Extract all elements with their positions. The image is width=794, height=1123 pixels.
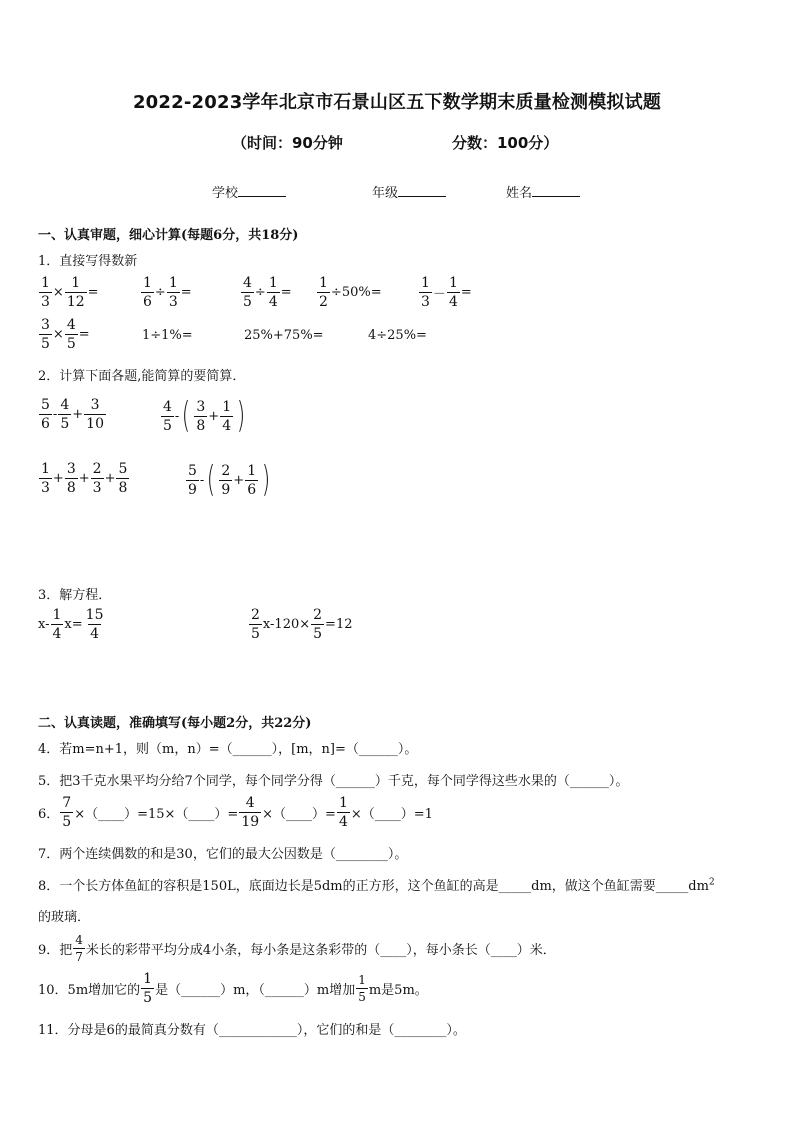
q1-item-3: $\frac{4}{5}$ ÷ $\frac{1}{4}$ =: [243, 275, 292, 310]
grade-label: 年级: [372, 186, 399, 201]
q2-label: 2．计算下面各题,能简算的要简算．: [38, 369, 246, 384]
q8-text: 8．一个长方体鱼缸的容积是150L，底面边长是5dm的正方形，这个鱼缸的高是_____dm，做这个鱼缸需要$\_\_\_\_\_dm^2$: [38, 877, 715, 894]
q1-item-8: 25%+75%=: [244, 328, 324, 343]
fraction: $\frac{3}{5}$: [41, 317, 50, 352]
q6-text: 6． $\frac{7}{5}$ ×（____）=15×（____）= $\frac{4}{19}$ ×（____）= $\frac{1}{4}$ ×（____）=1: [38, 795, 433, 830]
fraction: $\frac{1}{4}$: [338, 795, 348, 830]
fraction: 4 5: [163, 398, 172, 434]
section1-heading: 一、认真审题，细心计算(每题6分，共18分): [38, 228, 299, 243]
fraction: $\frac{4}{5}$: [66, 317, 76, 352]
exam-score: 分数：100分）: [452, 134, 559, 152]
fraction: $\frac{1}{3}$: [41, 275, 50, 310]
q2-expr-4: 5 9 - ( 2 9 + $\frac{1}{6}$ ): [188, 459, 271, 500]
fraction: 1 3: [421, 275, 430, 310]
fraction: 5 9: [188, 462, 197, 498]
fraction: 1 5: [358, 973, 366, 1004]
school-label: 学校: [212, 186, 239, 201]
q3-equation-2: 2 5 x-120× $\frac{2}{5}$ =12: [251, 607, 353, 642]
q10-text: 10．5m增加它的 1 5 是（______）m，（______）m增加 1 5 m是5m。: [38, 971, 428, 1006]
q1-label: 1．直接写得数新: [38, 254, 138, 269]
fraction: $\frac{1}{4}$: [448, 275, 458, 310]
q9-text: 9．把 4 7 米长的彩带平均分成4小条，每小条是这条彩带的（____），每小条长（____）米．: [38, 933, 556, 964]
school-blank[interactable]: [238, 184, 286, 197]
fraction: 4 7: [75, 933, 83, 964]
q8-text-cont: 的玻璃．: [38, 910, 91, 925]
left-paren: (: [182, 395, 191, 436]
q7-text: 7．两个连续偶数的和是30，它们的最大公因数是（________）。: [38, 847, 408, 862]
fraction: 1 5: [143, 971, 153, 1006]
q1-item-4: $\frac{1}{2}$ ÷50%=: [319, 275, 382, 310]
fraction: $\frac{1}{6}$: [247, 462, 257, 498]
name-label: 姓名: [506, 186, 533, 201]
fraction: $\frac{4}{19}$: [241, 795, 260, 830]
fraction: $\frac{1}{3}$: [168, 275, 178, 310]
left-paren: (: [207, 459, 216, 500]
q4-text: 4．若m=n+1，则（m，n）=（______），[m，n]=（______）。: [38, 742, 418, 757]
exam-time: （时间：90分钟: [232, 134, 343, 152]
grade-field[interactable]: [372, 182, 446, 201]
right-paren: ): [261, 459, 271, 500]
school-field[interactable]: [212, 182, 286, 201]
q3-equation-1: x- 1 4 x= $\frac{15}{4}$: [38, 607, 104, 642]
fraction: $\frac{2}{5}$: [313, 607, 323, 642]
q1-item-7: 1÷1%=: [142, 328, 193, 343]
fraction: 5 6: [41, 397, 50, 432]
q1-item-9: 4÷25%=: [368, 328, 427, 343]
q1-item-1: $\frac{1}{3}$ × $\frac{1}{12}$ =: [41, 275, 99, 310]
fraction: 1 4: [52, 607, 62, 642]
fraction: $\frac{5}{8}$: [118, 461, 128, 496]
q1-item-2: $\frac{1}{6}$ ÷ $\frac{1}{3}$ =: [143, 275, 192, 310]
q1-item-5: 1 3 － $\frac{1}{4}$ =: [421, 275, 472, 310]
fraction: 1 3: [41, 461, 50, 496]
q11-text: 11．分母是6的最简真分数有（____________），它们的和是（________）。: [38, 1023, 466, 1038]
fraction: 4 5: [60, 397, 70, 432]
q5-text: 5．把3千克水果平均分给7个同学，每个同学分得（______）千克，每个同学得这些水果的（______）。: [38, 774, 629, 789]
fraction: $\frac{1}{6}$: [143, 275, 152, 310]
grade-blank[interactable]: [398, 184, 446, 197]
fraction: $\frac{1}{4}$: [222, 398, 232, 434]
fraction: $\frac{1}{4}$: [268, 275, 278, 310]
right-paren: ): [236, 395, 246, 436]
q2-expr-2: 4 5 - ( 3 8 + $\frac{1}{4}$ ): [163, 395, 246, 436]
q1-item-6: $\frac{3}{5}$ × $\frac{4}{5}$ =: [41, 317, 90, 352]
fraction: 3 8: [196, 398, 206, 434]
fraction: $\frac{4}{5}$: [243, 275, 252, 310]
name-field[interactable]: [506, 182, 580, 201]
section2-heading: 二、认真读题，准确填写(每小题2分，共22分): [38, 716, 312, 731]
fraction: $\frac{3}{10}$: [86, 397, 104, 432]
fraction: $\frac{15}{4}$: [85, 607, 104, 642]
name-blank[interactable]: [532, 184, 580, 197]
fraction: $\frac{7}{5}$: [62, 795, 72, 830]
fraction: $\frac{3}{8}$: [66, 461, 76, 496]
page-title: 2022-2023学年北京市石景山区五下数学期末质量检测模拟试题: [132, 92, 662, 113]
q3-label: 3．解方程．: [38, 588, 112, 603]
fraction: 2 9: [221, 462, 231, 498]
q2-expr-3: 1 3 + $\frac{3}{8}$ + $\frac{2}{3}$ + $\frac{5}{8}$: [41, 461, 128, 496]
q2-expr-1: 5 6 - 4 5 + $\frac{3}{10}$: [41, 397, 104, 432]
fraction: $\frac{1}{2}$: [319, 275, 328, 310]
fraction: $\frac{1}{12}$: [66, 275, 85, 310]
fraction: 2 5: [251, 607, 260, 642]
fraction: $\frac{2}{3}$: [92, 461, 102, 496]
